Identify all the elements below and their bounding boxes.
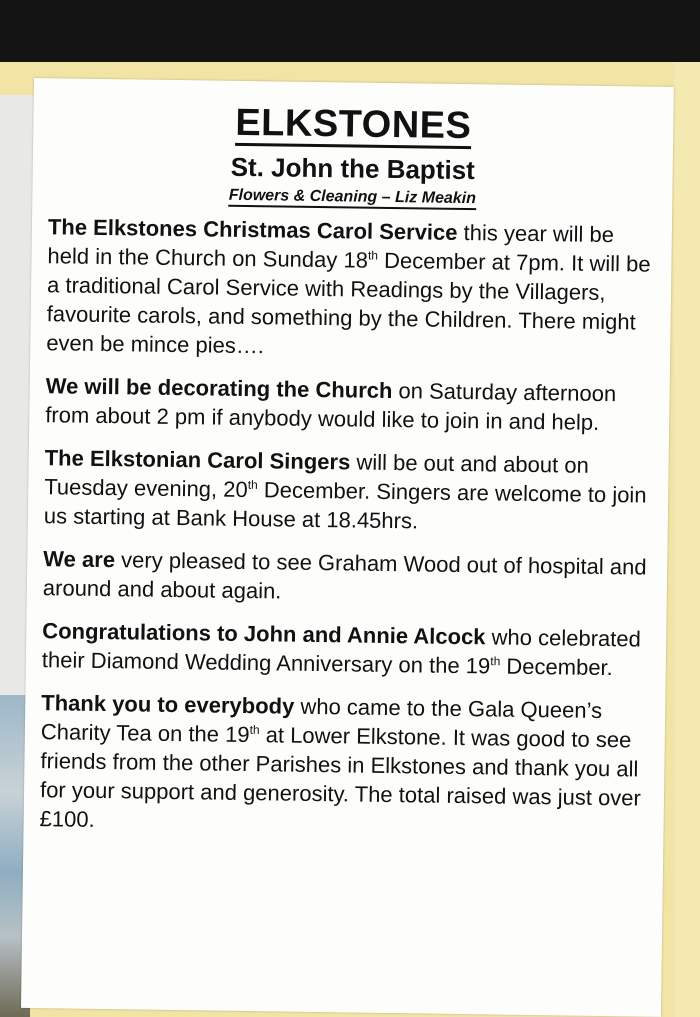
news-item-decorating (45, 371, 652, 437)
item-text: December. (500, 653, 613, 681)
page-title: ELKSTONES (235, 101, 472, 148)
item-lead: We will be decorating the Church (45, 373, 393, 404)
contributor-credit: Flowers & Cleaning – Liz Meakin (229, 187, 476, 210)
item-text: at Lower Elkstone. It was good to see friends from the other Parishes in Elkstones and thank you all for your support and generosity. The total raised was just over £100. (39, 722, 642, 832)
item-text: December. Singers are welcome to join us starting at Bank House at 18.45hrs. (43, 477, 647, 534)
ordinal-suffix: th (367, 248, 379, 263)
item-text: December at 7pm. It will be a traditional Carol Service with Readings by the Villagers, favourite carols, and something by the Children. There might even be mince pies…. (46, 247, 651, 359)
header (32, 78, 674, 213)
news-item-congratulations (42, 616, 649, 682)
ordinal-suffix: th (247, 477, 258, 492)
background-yellow-page (674, 62, 700, 1017)
item-text: who celebrated their Diamond Wedding Anniversary on the 19 (41, 624, 642, 679)
item-lead: The Elkstones Christmas Carol Service (47, 214, 458, 245)
background-dark-surface (0, 0, 700, 62)
news-item-carol-singers (44, 443, 651, 538)
ordinal-suffix: th (490, 654, 501, 669)
item-text: on Saturday afternoon from about 2 pm if anybody would like to join in and help. (45, 378, 617, 435)
item-text: will be out and about on Tuesday evening, 20 (44, 449, 589, 503)
news-item-thank-you (39, 688, 647, 841)
newsletter-clipping (21, 78, 674, 1017)
ordinal-suffix: th (249, 722, 260, 737)
item-text: who came to the Gala Queen’s Charity Tea on the 19 (40, 693, 603, 748)
news-items (23, 204, 672, 842)
item-lead: The Elkstonian Carol Singers (44, 445, 351, 475)
item-lead: Thank you to everybody (41, 690, 295, 719)
item-lead: Congratulations to John and Annie Alcock (42, 618, 486, 650)
item-text: this year will be held in the Church on Sunday 18 (47, 219, 615, 273)
item-text: very pleased to see Graham Wood out of hospital and around and about again. (42, 547, 647, 604)
item-lead: We are (43, 546, 116, 573)
news-item-graham-wood (43, 544, 650, 610)
church-name: St. John the Baptist (230, 151, 476, 186)
news-item-carol-service (46, 212, 654, 365)
